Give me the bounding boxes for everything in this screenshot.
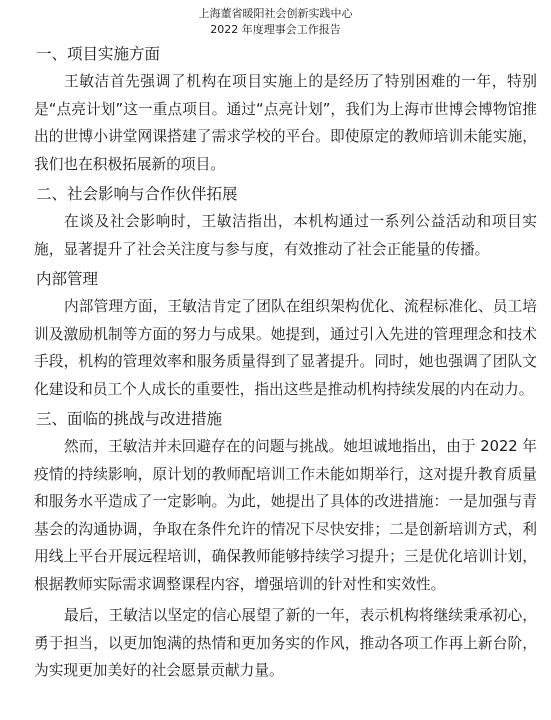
- section-heading-social-impact: 二、社会影响与合作伙伴拓展: [36, 185, 238, 203]
- report-title: 2022 年度理事会工作报告: [210, 23, 341, 36]
- paragraph: 最后，王敏洁以坚定的信心展望了新的一年，表示机构将继续秉承初心，勇于担当，以更加饱满的热情和更加务实的作风，推动各项工作再上新台阶，为实现更加美好的社会愿景贡献力量。: [34, 607, 537, 679]
- section-heading-internal-management: 内部管理: [36, 270, 99, 288]
- section-heading-project: 一、项目实施方面: [36, 45, 161, 63]
- section-heading-challenges: 三、面临的挑战与改进措施: [36, 410, 223, 428]
- paragraph: 王敏洁首先强调了机构在项目实施上的是经历了特别困难的一年，特别是“点亮计划”这一重点项目。通过“点亮计划”，我们为上海市世博会博物馆推出的世博小讲堂网课搭建了需求学校的平台。即使原定的教师培训未能实施，我们也在积极拓展新的项目。: [34, 73, 537, 173]
- paragraph: 内部管理方面，王敏洁肯定了团队在组织架构优化、流程标准化、员工培训及激励机制等方面的努力与成果。她提到，通过引入先进的管理理念和技术手段，机构的管理效率和服务质量得到了显著提升。同时，她也强调了团队文化建设和员工个人成长的重要性，指出这些是推动机构持续发展的内在动力。: [34, 298, 537, 398]
- organization-name: 上海董省暖阳社会创新实践中心: [198, 7, 353, 20]
- paragraph: 然而，王敏洁并未回避存在的问题与挑战。她坦诚地指出，由于 2022 年疫情的持续影响，原计划的教师配培训工作未能如期举行，这对提升教育质量和服务水平造成了一定影响。为此，她提出了具体的改进措施：一是加强与青基会的沟通协调，争取在条件允许的情况下尽快安排；二是创新培训方式，利用线上平台开展远程培训，确保教师能够持续学习提升；三是优化培训计划，根据教师实际需求调整课程内容，增强培训的针对性和实效性。: [34, 438, 537, 593]
- paragraph: 在谈及社会影响时，王敏洁指出，本机构通过一系列公益活动和项目实施，显著提升了社会关注度与参与度，有效推动了社会正能量的传播。: [34, 213, 537, 258]
